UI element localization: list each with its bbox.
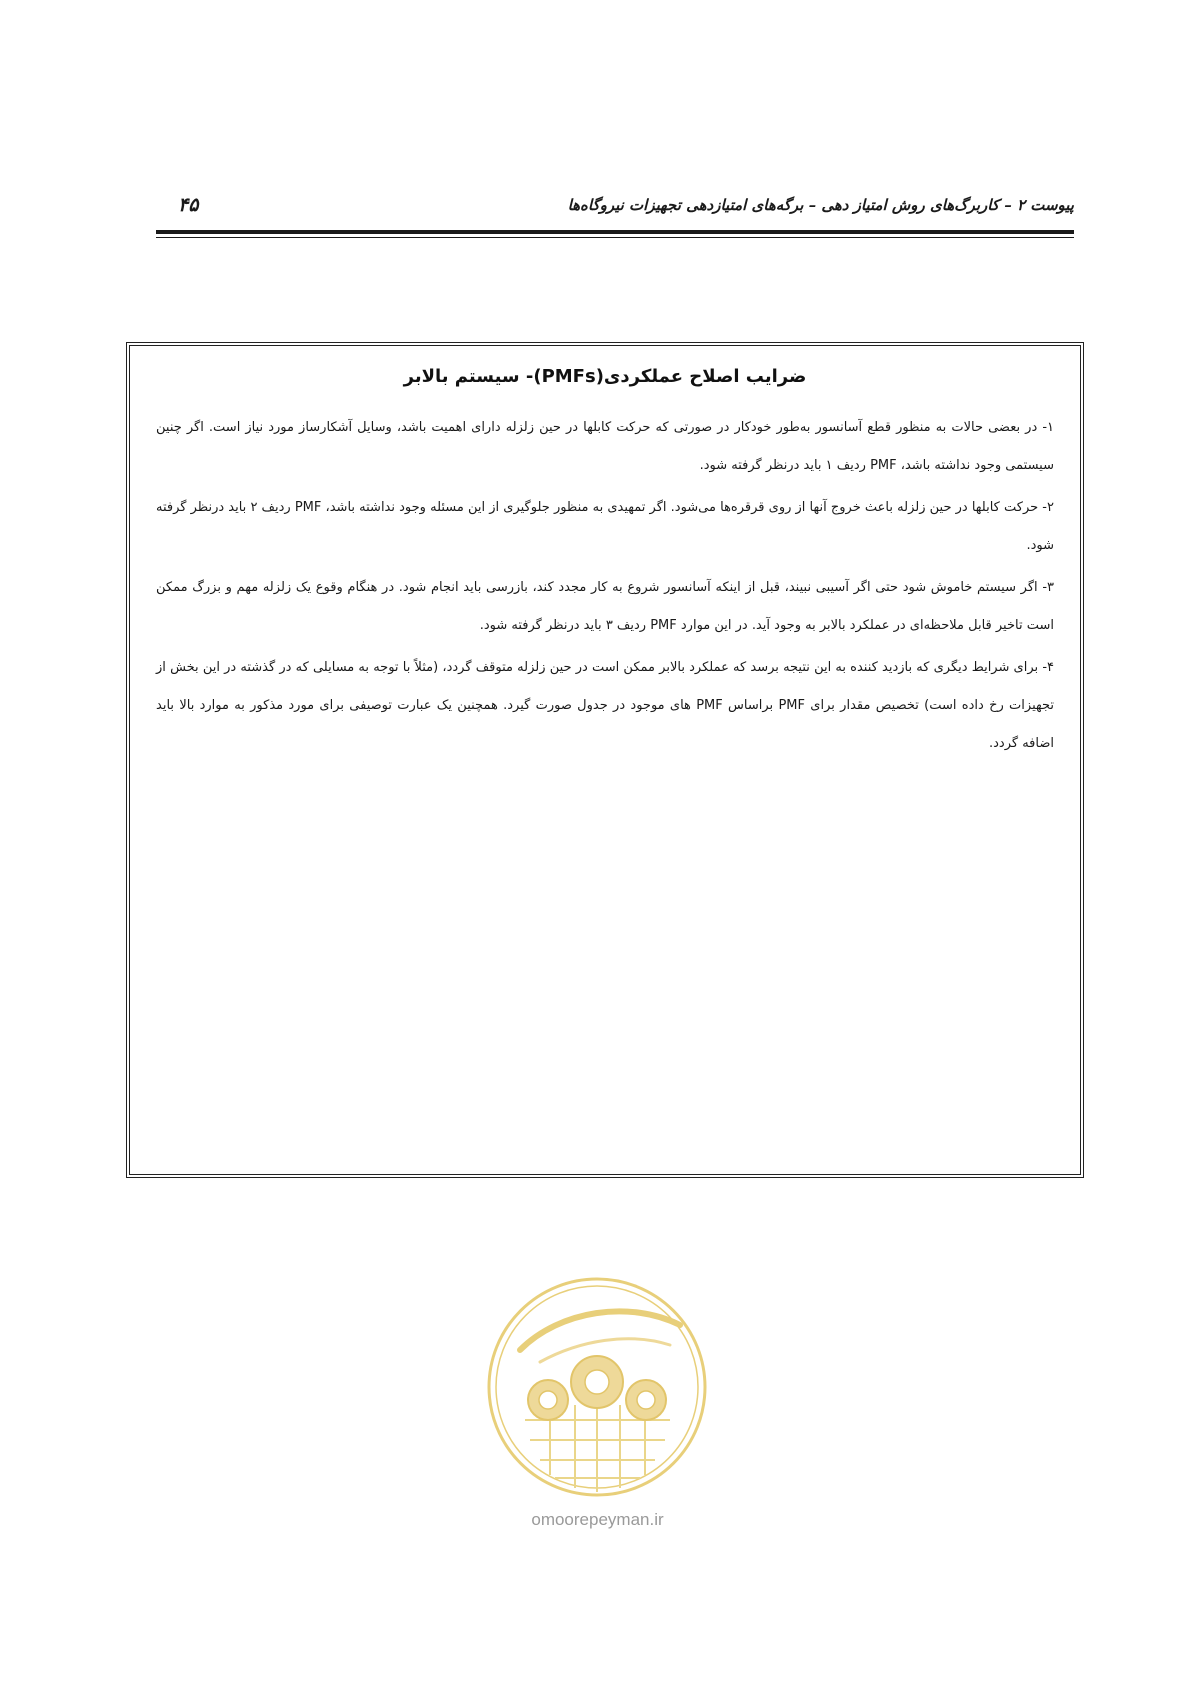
page-number: ۴۵ <box>178 194 199 216</box>
content-frame <box>126 342 1084 1178</box>
paragraph-4: ۴- برای شرایط دیگری که بازدید کننده به این نتیجه برسد که عملکرد بالابر ممکن است در حین زلزله متوقف گردد، (مثلاً با توجه به مسایلی که در گذشته در این بخش از تجهیزات رخ داده است) تخصیص مقدار برای PMF براساس PMF های موجود در جدول صورت گیرد. همچنین یک عبارت توصیفی برای مورد مذکور به موارد بالا باید اضافه گردد. <box>156 660 1054 751</box>
header-title: پیوست ۲ – کاربرگ‌های روش امتیاز دهی – برگه‌های امتیازدهی تجهیزات نیروگاه‌ها <box>567 196 1074 214</box>
page-header <box>156 196 1074 224</box>
header-rule-thin <box>156 237 1074 238</box>
paragraph-3: ۳- اگر سیستم خاموش شود حتی اگر آسیبی نبیند، قبل از اینکه آسانسور شروع به کار مجدد کند، بازرسی باید انجام شود. در هنگام وقوع یک زلزله مهم و بزرگ ممکن است تاخیر قابل ملاحظه‌ای در عملکرد بالابر به وجود آید. در این موارد PMF ردیف ۳ باید درنظر گرفته شود. <box>156 580 1054 633</box>
watermark-logo <box>480 1270 715 1530</box>
paragraph-1: ۱- در بعضی حالات به منظور قطع آسانسور به‌طور خودکار در صورتی که حرکت کابلها در حین زلزله دارای اهمیت باشد، وسایل آشکارساز مورد نیاز است. اگر چنین سیستمی وجود نداشته باشد، PMF ردیف ۱ باید درنظر گرفته شود. <box>156 420 1054 473</box>
paragraph-2: ۲- حرکت کابلها در حین زلزله باعث خروج آنها از روی قرقره‌ها می‌شود. اگر تمهیدی به منظور جلوگیری از این مسئله وجود نداشته باشد، PMF ردیف ۲ باید درنظر گرفته شود. <box>156 500 1054 553</box>
content-frame-inner <box>129 345 1081 1175</box>
header-rule-thick <box>156 230 1074 234</box>
logo-emblem-icon <box>480 1270 715 1505</box>
watermark-site: omoorepeyman.ir <box>531 1510 664 1529</box>
section-title: ضرایب اصلاح عملکردی(PMFs)- سیستم بالابر <box>403 366 807 387</box>
